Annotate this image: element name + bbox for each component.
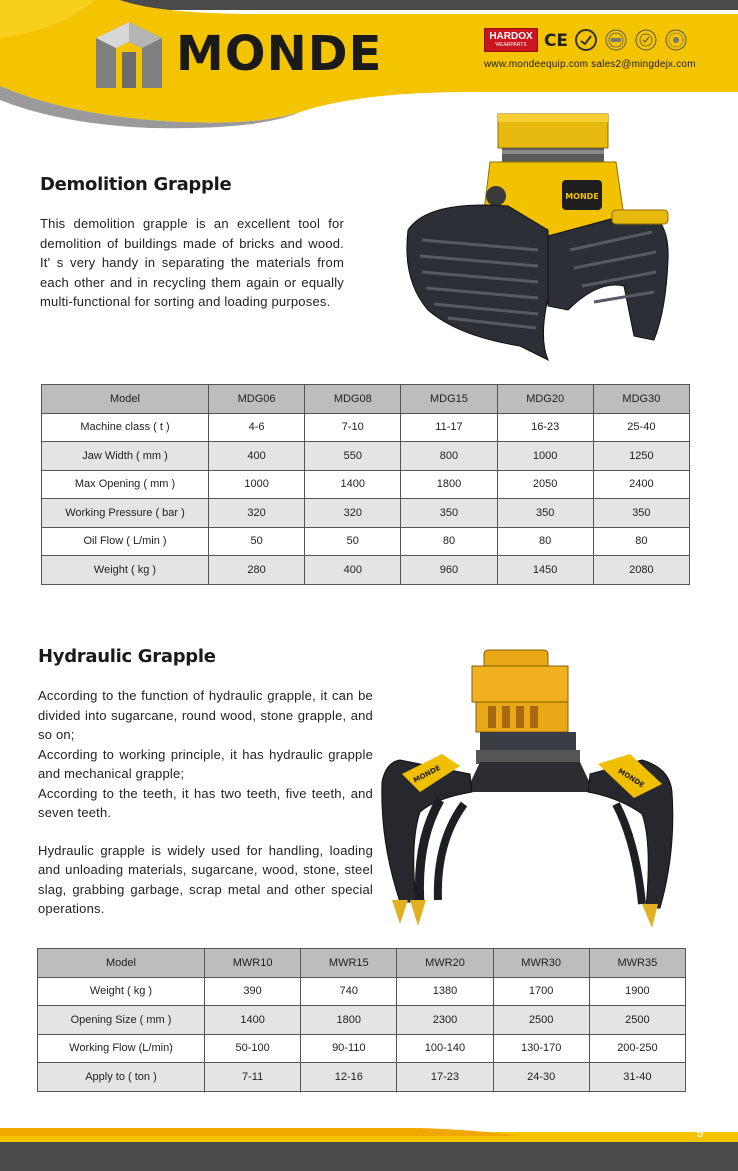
hydraulic-photo-label-left: MONDE [412, 763, 442, 785]
table-cell: 2080 [593, 556, 689, 585]
ce-mark-icon [544, 28, 568, 52]
table-cell: 2500 [589, 1006, 685, 1035]
table-header-cell: MWR35 [589, 949, 685, 978]
demolition-description-text: This demolition grapple is an excellent tool for demolition of buildings made of bricks and wood. It' s very handy in separating the materials from each other and in recycling them again or equally multi-functional for sorting and loading purposes. [40, 216, 344, 309]
certification-badges [484, 28, 688, 52]
table-cell: 4-6 [209, 413, 305, 442]
table-header-cell: MDG06 [209, 385, 305, 414]
table-cell: 1900 [589, 977, 685, 1006]
table-row [42, 527, 690, 556]
table-cell: 80 [497, 527, 593, 556]
table-cell: 320 [209, 499, 305, 528]
table-cell: 1450 [497, 556, 593, 585]
table-cell: 24-30 [493, 1063, 589, 1092]
table-cell: 320 [305, 499, 401, 528]
demolition-title: Demolition Grapple [40, 174, 232, 195]
table-cell: 2050 [497, 470, 593, 499]
table-row-label: Jaw Width ( mm ) [42, 442, 209, 471]
certification-seal-icon [664, 28, 688, 52]
table-row [38, 1006, 686, 1035]
table-cell: 1400 [205, 1006, 301, 1035]
table-cell: 100-140 [397, 1034, 493, 1063]
table-row [38, 977, 686, 1006]
table-header-cell: MWR15 [301, 949, 397, 978]
table-cell: 11-17 [401, 413, 497, 442]
table-header-row [42, 385, 690, 414]
table-cell: 1800 [401, 470, 497, 499]
table-cell: 130-170 [493, 1034, 589, 1063]
table-cell: 1700 [493, 977, 589, 1006]
demolition-photo-label: MONDE [565, 192, 599, 201]
table-cell: 1000 [497, 442, 593, 471]
table-cell: 1400 [305, 470, 401, 499]
table-header-cell: MWR30 [493, 949, 589, 978]
table-cell: 1800 [301, 1006, 397, 1035]
table-cell: 90-110 [301, 1034, 397, 1063]
hydraulic-paragraph: According to working principle, it has hydraulic grapple and mechanical grapple; [38, 746, 373, 781]
table-row-label: Opening Size ( mm ) [38, 1006, 205, 1035]
table-cell: 350 [497, 499, 593, 528]
table-cell: 2300 [397, 1006, 493, 1035]
table-header-cell: MWR10 [205, 949, 301, 978]
hardox-badge [484, 28, 538, 52]
table-header-row [38, 949, 686, 978]
table-cell: 12-16 [301, 1063, 397, 1092]
table-cell: 25-40 [593, 413, 689, 442]
table-row-label: Weight ( kg ) [42, 556, 209, 585]
table-row-label: Oil Flow ( L/min ) [42, 527, 209, 556]
table-cell: 1250 [593, 442, 689, 471]
table-cell: 390 [205, 977, 301, 1006]
table-cell: 740 [301, 977, 397, 1006]
svg-text:CE: CE [544, 31, 568, 51]
table-row-label: Apply to ( ton ) [38, 1063, 205, 1092]
table-cell: 1380 [397, 977, 493, 1006]
table-header-cell: Model [38, 949, 205, 978]
table-header-cell: MWR20 [397, 949, 493, 978]
hydraulic-grapple-photo [380, 642, 680, 932]
brand-name: MONDE [176, 26, 383, 82]
table-cell: 2500 [493, 1006, 589, 1035]
table-cell: 800 [401, 442, 497, 471]
monde-logo-icon [96, 22, 162, 88]
table-header-cell: MDG20 [497, 385, 593, 414]
hydraulic-paragraph: Hydraulic grapple is widely used for handling, loading and unloading materials, sugarcane, wood, stone, steel slag, grabbing garbage, scrap metal and other special operations. [38, 842, 373, 916]
table-cell: 2400 [593, 470, 689, 499]
table-row-label: Working Flow (L/min) [38, 1034, 205, 1063]
table-cell: 960 [401, 556, 497, 585]
table-row [38, 1034, 686, 1063]
table-cell: 350 [401, 499, 497, 528]
demolition-grapple-photo [398, 110, 678, 376]
table-row [42, 470, 690, 499]
table-header-cell: MDG15 [401, 385, 497, 414]
iso-seal-icon [604, 28, 628, 52]
table-cell: 280 [209, 556, 305, 585]
table-cell: 80 [593, 527, 689, 556]
footer-banner [0, 1118, 738, 1171]
table-cell: 200-250 [589, 1034, 685, 1063]
table-cell: 7-10 [305, 413, 401, 442]
page-number: 9 [696, 1124, 704, 1140]
sgs-seal-icon [634, 28, 658, 52]
hydraulic-paragraph: According to the teeth, it has two teeth, five teeth, and seven teeth. [38, 785, 373, 820]
table-cell: 50 [305, 527, 401, 556]
table-row-label: Working Pressure ( bar ) [42, 499, 209, 528]
demolition-description [40, 214, 344, 312]
table-row [42, 499, 690, 528]
table-cell: 7-11 [205, 1063, 301, 1092]
table-cell: 80 [401, 527, 497, 556]
hydraulic-spec-table [37, 948, 686, 1092]
hydraulic-title: Hydraulic Grapple [38, 646, 216, 667]
table-cell: 400 [209, 442, 305, 471]
table-cell: 550 [305, 442, 401, 471]
table-row-label: Machine class ( t ) [42, 413, 209, 442]
hydraulic-description [38, 686, 373, 919]
quality-seal-icon [574, 28, 598, 52]
table-cell: 350 [593, 499, 689, 528]
table-cell: 50-100 [205, 1034, 301, 1063]
table-cell: 16-23 [497, 413, 593, 442]
hydraulic-photo-label-right: MONDE [616, 767, 646, 790]
table-cell: 400 [305, 556, 401, 585]
table-row-label: Max Opening ( mm ) [42, 470, 209, 499]
table-cell: 31-40 [589, 1063, 685, 1092]
table-header-cell: MDG08 [305, 385, 401, 414]
contact-info: www.mondeequip.com sales2@mingdejx.com [484, 59, 696, 70]
table-cell: 50 [209, 527, 305, 556]
table-row [42, 413, 690, 442]
hydraulic-paragraph: According to the function of hydraulic grapple, it can be divided into sugarcane, round wood, stone grapple, and so on; [38, 688, 373, 742]
table-row [38, 1063, 686, 1092]
hardox-label: HARDOX [489, 31, 533, 42]
table-cell: 1000 [209, 470, 305, 499]
table-row [42, 442, 690, 471]
table-cell: 17-23 [397, 1063, 493, 1092]
table-header-cell: Model [42, 385, 209, 414]
table-row [42, 556, 690, 585]
table-header-cell: MDG30 [593, 385, 689, 414]
table-row-label: Weight ( kg ) [38, 977, 205, 1006]
hardox-sub-label: WEARPARTS [495, 42, 527, 48]
demolition-spec-table [41, 384, 690, 585]
